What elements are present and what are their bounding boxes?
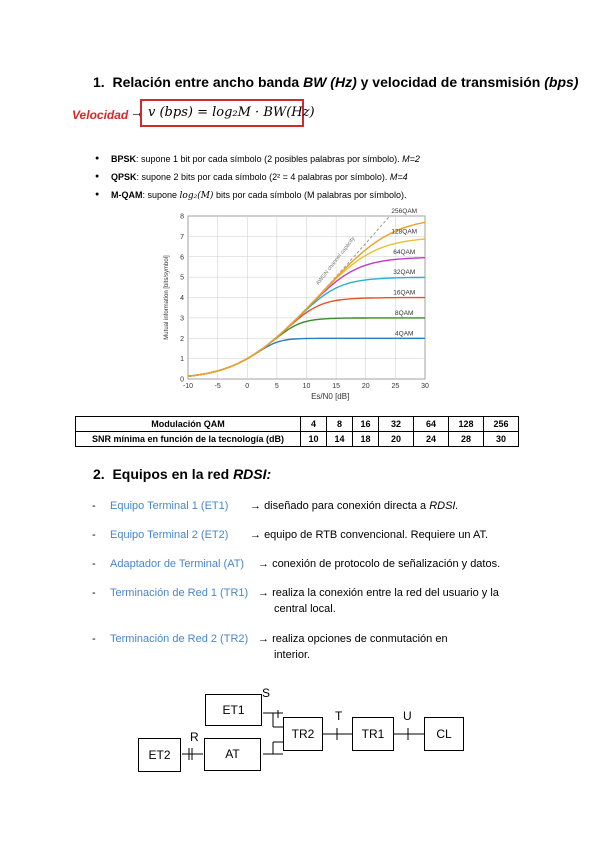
at-box: AT [204, 738, 261, 771]
y-tick-label: 1 [180, 356, 184, 364]
table-cell: 32 [379, 417, 414, 432]
et1-box: ET1 [205, 694, 262, 726]
tr1-box: TR1 [352, 717, 394, 751]
capacity-annotation: AWGN channel capacity [315, 235, 357, 287]
y-tick-label: 3 [180, 315, 184, 323]
velocity-label: Velocidad [72, 108, 129, 122]
y-tick-label: 5 [180, 274, 184, 282]
x-tick-label: 5 [274, 383, 279, 390]
u-reference-label: U [403, 709, 412, 723]
section2-heading [93, 466, 271, 482]
y-tick-label: 0 [180, 376, 184, 384]
y-tick-label: 6 [180, 254, 184, 262]
s-reference-label: S [262, 686, 271, 700]
tr2-box: TR2 [283, 717, 323, 751]
r-reference-label: R [190, 730, 199, 744]
x-tick-label: -10 [182, 383, 194, 390]
x-tick-label: 10 [302, 383, 311, 390]
x-tick-label: -5 [214, 383, 221, 390]
equipment-description: → realiza la conexión entre la red del usuario y la [258, 587, 499, 599]
qam-snr-table [75, 416, 519, 447]
y-axis-label: Mutual information [bits/symbol] [164, 255, 170, 340]
x-tick-label: 30 [421, 383, 429, 390]
x-tick-label: 20 [361, 383, 370, 390]
equipment-name: Equipo Terminal 1 (ET1) [110, 500, 229, 512]
y-tick-label: 7 [180, 233, 184, 241]
arrow-icon: → [130, 104, 144, 120]
series-label-64qam: 64QAM [393, 248, 416, 256]
modulation-bullets [95, 150, 420, 204]
equipment-description-cont: central local. [274, 603, 336, 615]
arrow-icon: → [258, 558, 269, 570]
table-cell: 14 [327, 432, 353, 447]
equipment-description: → conexión de protocolo de señalización y datos. [258, 558, 501, 570]
x-tick-label: 15 [332, 383, 341, 390]
equipment-name: Adaptador de Terminal (AT) [110, 558, 245, 570]
equipment-description: → realiza opciones de conmutación en [258, 633, 448, 645]
section2-number: 2. [93, 466, 105, 482]
section1-title-bps: (bps) [544, 74, 579, 90]
table-cell: 28 [449, 432, 484, 447]
equipment-description: → equipo de RTB convencional. Requiere un AT. [250, 529, 489, 541]
y-tick-label: 8 [180, 213, 184, 221]
section2-title-em: RDSI: [233, 466, 272, 482]
arrow-icon: → [250, 529, 261, 541]
x-tick-label: 25 [391, 383, 400, 390]
formula-box: v (bps) = log₂M · BW(Hz) [140, 99, 304, 127]
equipment-description: → diseñado para conexión directa a RDSI. [250, 500, 459, 512]
table-cell: SNR mínima en función de la tecnología (dB) [76, 432, 301, 447]
table-cell: 16 [353, 417, 379, 432]
table-row [76, 432, 519, 447]
mutual-information-chart [140, 208, 450, 408]
table-cell: 4 [301, 417, 327, 432]
equipment-name: Terminación de Red 1 (TR1) [110, 587, 249, 599]
section2-title: Equipos en la red [112, 466, 234, 482]
x-tick-label: 0 [245, 383, 250, 390]
table-cell: 18 [353, 432, 379, 447]
equipment-name: Terminación de Red 2 (TR2) [110, 633, 249, 645]
section1-heading [93, 74, 578, 90]
section1-title-part1: Relación entre ancho banda [112, 74, 304, 90]
table-cell: 10 [301, 432, 327, 447]
table-cell: Modulación QAM [76, 417, 301, 432]
bullet-mqam: ● M-QAM: supone log₂(M) bits por cada símbolo (M palabras por símbolo). [95, 186, 420, 204]
series-label-8qam: 8QAM [395, 309, 414, 317]
equipment-description-cont: interior. [274, 649, 311, 661]
section1-title-bw: BW (Hz) [303, 74, 357, 90]
table-cell: 64 [414, 417, 449, 432]
cl-box: CL [424, 717, 464, 751]
table-cell: 128 [449, 417, 484, 432]
table-cell: 30 [484, 432, 519, 447]
bullet-bpsk: ● BPSK: supone 1 bit por cada símbolo (2 posibles palabras por símbolo). M=2 [95, 150, 420, 168]
y-tick-label: 2 [180, 335, 184, 343]
y-tick-label: 4 [180, 295, 184, 302]
equipment-name: Equipo Terminal 2 (ET2) [110, 529, 229, 541]
arrow-icon: → [258, 633, 269, 645]
table-row [76, 417, 519, 432]
series-label-32qam: 32QAM [393, 269, 416, 277]
et2-box: ET2 [138, 738, 181, 772]
section1-title-part2: y velocidad de transmisión [356, 74, 545, 90]
bullet-qpsk: ● QPSK: supone 2 bits por cada símbolo (2² = 4 palabras por símbolo). M=4 [95, 168, 420, 186]
section1-number: 1. [93, 74, 105, 90]
series-label-256qam: 256QAM [391, 208, 418, 215]
arrow-icon: → [258, 587, 269, 599]
series-label-128qam: 128QAM [391, 228, 418, 236]
series-label-16qam: 16QAM [393, 289, 416, 297]
arrow-icon: → [250, 500, 261, 512]
t-reference-label: T [335, 709, 343, 723]
table-cell: 20 [379, 432, 414, 447]
table-cell: 256 [484, 417, 519, 432]
table-cell: 8 [327, 417, 353, 432]
table-cell: 24 [414, 432, 449, 447]
x-axis-label: Es/N0 [dB] [311, 392, 350, 401]
series-label-4qam: 4QAM [395, 330, 414, 338]
